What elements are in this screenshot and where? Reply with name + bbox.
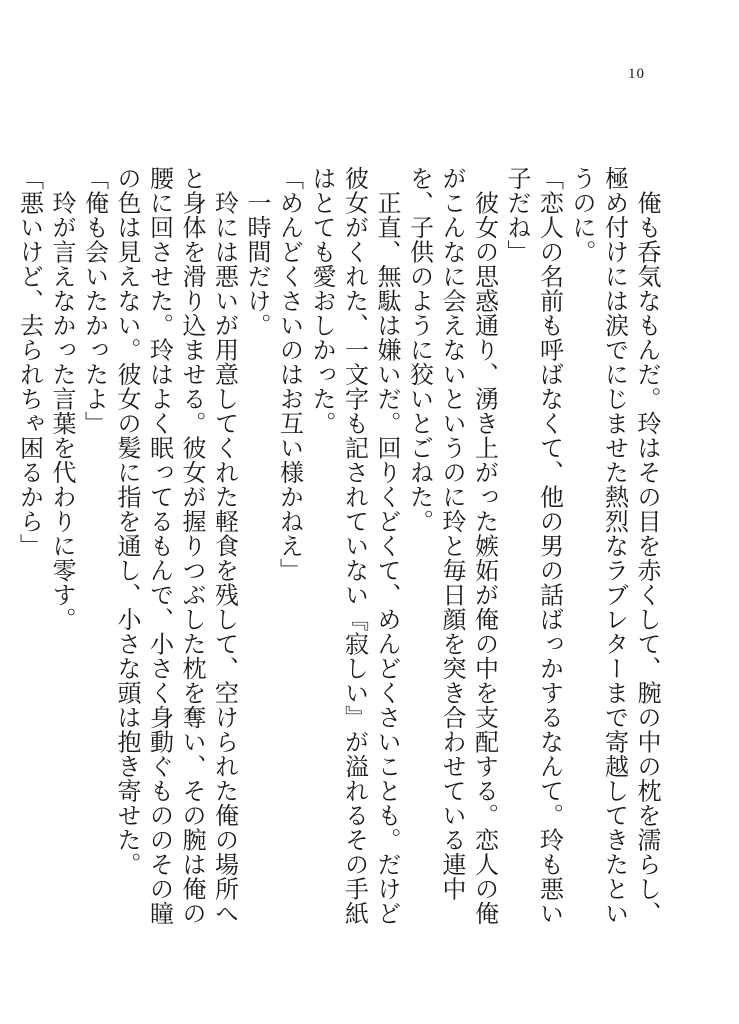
paragraph: 玲には悪いが用意してくれた軽食を残して、空けられた俺の場所へと身体を滑り込ませる。彼女が握りつぶした枕を奪い、その腕は俺の腰に回させた。玲はよく眠ってるもんで、小さく身動ぐもののその瞳の色は見えない。彼女の髪に指を通し、小さな頭は抱き寄せた。 xyxy=(113,166,239,926)
page-number: 10 xyxy=(628,66,645,82)
paragraph: 正直、無駄は嫌いだ。回りくどくて、めんどくさいことも。だけど彼女がくれた、一文字も記されていない『寂しい』が溢れるその手紙はとても愛おしかった。 xyxy=(308,166,401,926)
dialogue-line: 「めんどくさいのはお互い様かねえ」 xyxy=(275,166,304,583)
paragraph: 彼女の思惑通り、湧き上がった嫉妬が俺の中を支配する。恋人の俺がこんなに会えないというのに玲と毎日顔を突き合わせている連中を、子供のように狡いとごねた。 xyxy=(405,166,499,926)
dialogue-line: 「俺も会いたかったよ」 xyxy=(80,166,109,436)
paragraph: 玲が言えなかった言葉を代わりに零す。 xyxy=(48,166,76,632)
novel-body-text xyxy=(15,166,663,946)
paragraph: 一時間だけ。 xyxy=(243,166,271,338)
paragraph: 俺も呑気なもんだ。玲はその目を赤くして、腕の中の枕を濡らし、極め付けには涙でにじませた熱烈なラブレターまで寄越してきたというのに。 xyxy=(568,166,661,926)
dialogue-line: 「恋人の名前も呼ばなくて、他の男の話ばっかするなんて。玲も悪い子だね」 xyxy=(503,166,564,926)
dialogue-line: 「悪いけど、去られちゃ困るから」 xyxy=(15,166,44,558)
